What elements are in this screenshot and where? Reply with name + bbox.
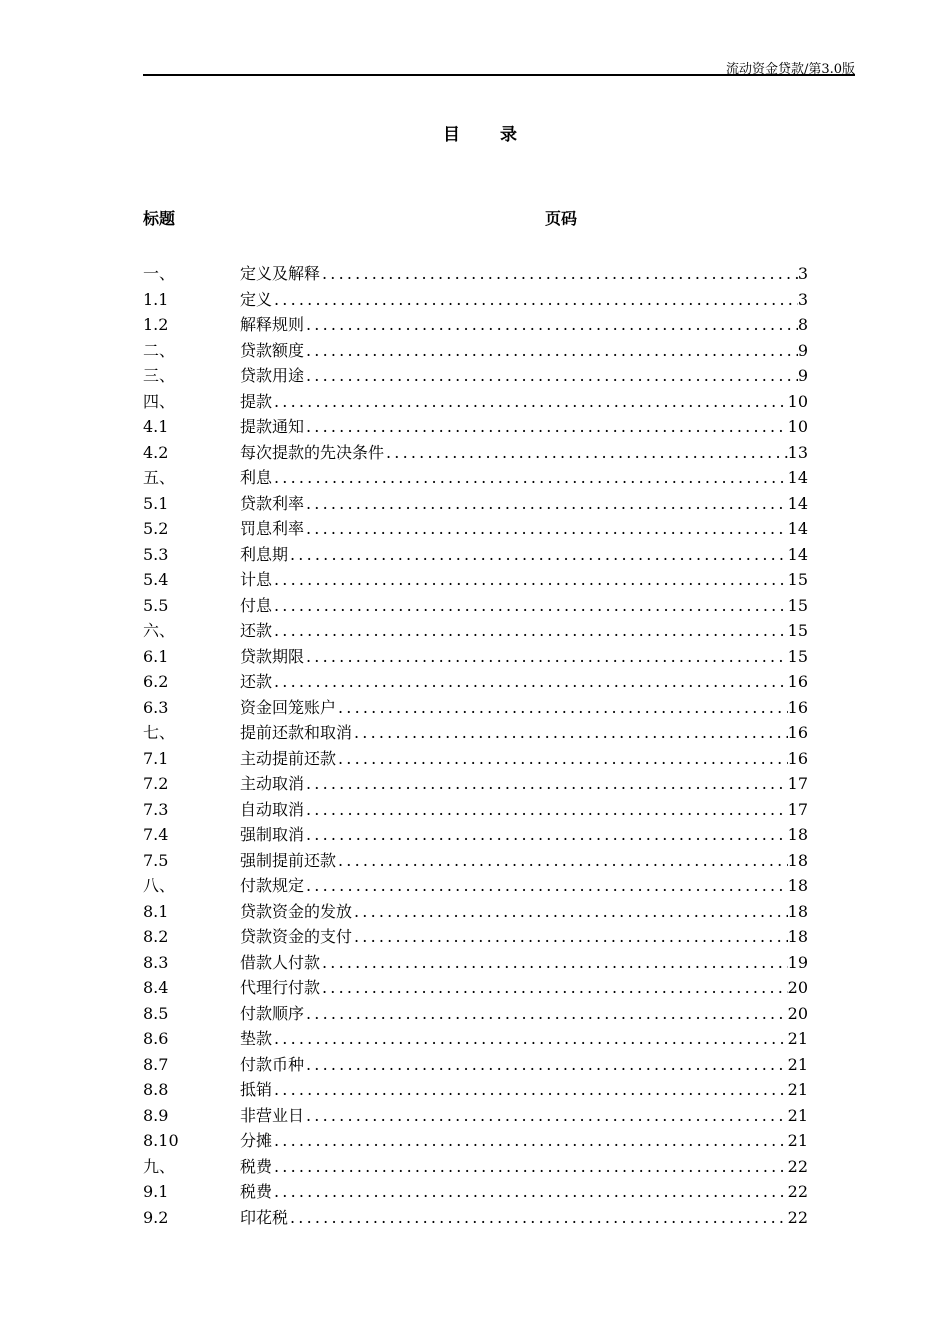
toc-entry-label: 解释规则 (240, 315, 305, 334)
toc-entry-number: 6.3 (143, 697, 169, 717)
toc-dot-leader (272, 287, 798, 313)
page-title: 目录 (443, 125, 557, 145)
toc-entry-page: 9 (797, 366, 808, 385)
toc-dot-leader (272, 389, 788, 415)
toc-entry[interactable] (143, 1026, 808, 1052)
toc-entry-number: 8.7 (143, 1054, 169, 1074)
toc-entry-page: 21 (787, 1131, 808, 1150)
toc-entry-page: 14 (787, 468, 808, 487)
toc-entry-label: 资金回笼账户 (240, 697, 337, 717)
toc-entry-number: 8.4 (143, 978, 169, 997)
toc-entry-page: 18 (787, 927, 808, 946)
toc-entry-number: 5.5 (143, 595, 169, 615)
toc-dot-leader (272, 567, 788, 593)
toc-entry-page: 14 (787, 544, 808, 564)
toc-entry-number: 8.1 (143, 901, 169, 921)
toc-dot-leader (304, 338, 798, 364)
toc-entry-number: 七、 (143, 723, 176, 742)
toc-entry-number: 九、 (143, 1156, 176, 1176)
toc-dot-leader (320, 950, 788, 976)
toc-entry-page: 21 (787, 1080, 808, 1099)
column-heading-page: 页码 (545, 209, 578, 228)
toc-entry-page: 3 (797, 289, 808, 309)
toc-entry-label: 分摊 (240, 1131, 273, 1150)
toc-entry[interactable] (143, 440, 808, 466)
toc-entry[interactable] (143, 542, 808, 568)
toc-dot-leader (304, 312, 798, 338)
toc-entry[interactable] (143, 312, 808, 338)
toc-entry-page: 18 (787, 876, 808, 895)
toc-dot-leader (304, 644, 788, 670)
toc-entry-page: 13 (787, 442, 808, 462)
toc-entry-page: 22 (787, 1182, 808, 1201)
toc-entry-page: 18 (787, 850, 808, 870)
toc-entry-label: 付款顺序 (240, 1003, 305, 1023)
toc-entry[interactable] (143, 1077, 808, 1103)
toc-entry-number: 7.1 (143, 748, 169, 768)
toc-entry[interactable] (143, 924, 808, 950)
toc-entry[interactable] (143, 822, 808, 848)
toc-entry-page: 16 (787, 723, 808, 742)
toc-entry[interactable] (143, 975, 808, 1001)
toc-dot-leader (352, 924, 788, 950)
toc-entry-page: 19 (787, 952, 808, 972)
toc-entry[interactable] (143, 261, 808, 287)
toc-dot-leader (304, 822, 788, 848)
toc-entry-label: 垫款 (240, 1029, 273, 1048)
toc-entry-number: 一、 (143, 264, 176, 283)
toc-dot-leader (336, 695, 788, 721)
toc-entry-page: 22 (787, 1156, 808, 1176)
toc-entry-label: 借款人付款 (240, 952, 321, 972)
toc-entry-page: 18 (787, 901, 808, 921)
toc-entry[interactable] (143, 414, 808, 440)
toc-entry-label: 强制取消 (240, 825, 305, 844)
toc-entry-page: 21 (787, 1054, 808, 1074)
toc-entry[interactable] (143, 287, 808, 313)
toc-entry-label: 税费 (240, 1156, 273, 1176)
toc-dot-leader (320, 975, 788, 1001)
toc-entry-label: 提款 (240, 391, 273, 411)
toc-entry-number: 六、 (143, 621, 176, 640)
toc-entry-page: 21 (787, 1029, 808, 1048)
toc-dot-leader (272, 669, 788, 695)
toc-entry[interactable] (143, 899, 808, 925)
toc-entry-label: 抵销 (240, 1080, 273, 1099)
toc-entry-page: 21 (787, 1105, 808, 1125)
toc-dot-leader (304, 1052, 788, 1078)
running-header: 流动资金贷款/第3.0版 (725, 62, 855, 77)
toc-entry-number: 八、 (143, 876, 176, 895)
toc-entry-number: 9.2 (143, 1207, 169, 1227)
toc-entry-number: 7.2 (143, 774, 169, 793)
toc-entry-number: 7.4 (143, 825, 169, 844)
toc-entry-number: 8.8 (143, 1080, 169, 1099)
toc-dot-leader (352, 899, 788, 925)
toc-entry-number: 5.2 (143, 519, 169, 538)
toc-entry-page: 16 (787, 748, 808, 768)
toc-entry[interactable] (143, 491, 808, 517)
toc-entry[interactable] (143, 363, 808, 389)
toc-entry-label: 主动取消 (240, 774, 305, 793)
toc-entry[interactable] (143, 1205, 808, 1231)
toc-entry-label: 代理行付款 (240, 978, 321, 997)
toc-entry-number: 五、 (143, 468, 176, 487)
toc-dot-leader (304, 1001, 788, 1027)
toc-entry-number: 8.3 (143, 952, 169, 972)
toc-entry-page: 16 (787, 697, 808, 717)
toc-entry-page: 10 (787, 391, 808, 411)
toc-dot-leader (304, 491, 788, 517)
toc-dot-leader (272, 1026, 788, 1052)
toc-entry[interactable] (143, 593, 808, 619)
toc-entry-label: 付款币种 (240, 1054, 305, 1074)
toc-entry-number: 1.1 (143, 289, 169, 309)
toc-entry[interactable] (143, 516, 808, 542)
toc-entry-number: 二、 (143, 340, 176, 360)
toc-entry-label: 还款 (240, 672, 273, 691)
toc-entry[interactable] (143, 1052, 808, 1078)
toc-entry[interactable] (143, 1128, 808, 1154)
toc-entry-label: 强制提前还款 (240, 850, 337, 870)
toc-entry[interactable] (143, 567, 808, 593)
toc-entry[interactable] (143, 338, 808, 364)
toc-dot-leader (272, 1179, 788, 1205)
toc-entry-label: 自动取消 (240, 799, 305, 819)
table-of-contents (143, 261, 808, 1230)
toc-entry-label: 付息 (240, 595, 273, 615)
toc-entry-number: 8.2 (143, 927, 169, 946)
toc-entry-label: 每次提款的先决条件 (240, 442, 385, 462)
toc-entry-page: 15 (787, 646, 808, 666)
toc-entry-label: 还款 (240, 621, 273, 640)
toc-entry-label: 主动提前还款 (240, 748, 337, 768)
toc-entry-page: 20 (787, 978, 808, 997)
toc-entry[interactable] (143, 695, 808, 721)
toc-entry-number: 8.9 (143, 1105, 169, 1125)
toc-entry-number: 1.2 (143, 315, 169, 334)
toc-entry-label: 罚息利率 (240, 519, 305, 538)
toc-entry-number: 6.1 (143, 646, 169, 666)
toc-dot-leader (336, 746, 788, 772)
toc-entry[interactable] (143, 1154, 808, 1180)
toc-entry-label: 定义 (240, 289, 273, 309)
toc-entry-page: 17 (787, 799, 808, 819)
toc-entry-number: 7.5 (143, 850, 169, 870)
toc-dot-leader (304, 516, 788, 542)
toc-entry-page: 16 (787, 672, 808, 691)
toc-dot-leader (272, 1154, 788, 1180)
toc-entry-page: 10 (787, 417, 808, 436)
toc-entry[interactable] (143, 618, 808, 644)
toc-entry-page: 15 (787, 595, 808, 615)
toc-entry[interactable] (143, 669, 808, 695)
toc-entry-number: 6.2 (143, 672, 169, 691)
toc-dot-leader (272, 593, 788, 619)
toc-entry-number: 5.3 (143, 544, 169, 564)
toc-entry-label: 非营业日 (240, 1105, 305, 1125)
toc-entry[interactable] (143, 950, 808, 976)
toc-entry[interactable] (143, 746, 808, 772)
toc-entry-page: 22 (787, 1207, 808, 1227)
toc-dot-leader (272, 618, 788, 644)
toc-entry[interactable] (143, 1001, 808, 1027)
toc-dot-leader (288, 1205, 788, 1231)
toc-entry-page: 14 (787, 493, 808, 513)
toc-entry-number: 4.1 (143, 417, 169, 436)
toc-entry-number: 5.4 (143, 570, 169, 589)
toc-dot-leader (288, 542, 788, 568)
toc-entry-page: 14 (787, 519, 808, 538)
toc-dot-leader (304, 873, 788, 899)
toc-entry-number: 8.10 (143, 1131, 179, 1150)
toc-dot-leader (304, 363, 798, 389)
toc-entry-number: 三、 (143, 366, 176, 385)
toc-dot-leader (320, 261, 798, 287)
toc-entry-label: 计息 (240, 570, 273, 589)
toc-entry-label: 提款通知 (240, 417, 305, 436)
toc-entry-number: 8.5 (143, 1003, 169, 1023)
toc-entry-page: 18 (787, 825, 808, 844)
toc-entry-number: 5.1 (143, 493, 169, 513)
toc-entry[interactable] (143, 873, 808, 899)
toc-entry[interactable] (143, 465, 808, 491)
toc-dot-leader (304, 771, 788, 797)
toc-entry[interactable] (143, 1103, 808, 1129)
toc-entry-label: 提前还款和取消 (240, 723, 353, 742)
toc-entry-label: 印花税 (240, 1207, 289, 1227)
toc-entry-label: 贷款利率 (240, 493, 305, 513)
toc-dot-leader (336, 848, 788, 874)
toc-entry[interactable] (143, 797, 808, 823)
toc-entry[interactable] (143, 389, 808, 415)
toc-entry-page: 20 (787, 1003, 808, 1023)
toc-dot-leader (352, 720, 788, 746)
toc-entry[interactable] (143, 644, 808, 670)
toc-entry-page: 8 (797, 315, 808, 334)
toc-entry-number: 7.3 (143, 799, 169, 819)
toc-entry-label: 贷款资金的支付 (240, 927, 353, 946)
toc-entry-number: 9.1 (143, 1182, 169, 1201)
toc-dot-leader (272, 1128, 788, 1154)
toc-entry-label: 付款规定 (240, 876, 305, 895)
toc-entry[interactable] (143, 848, 808, 874)
toc-entry-number: 四、 (143, 391, 176, 411)
toc-dot-leader (272, 465, 788, 491)
toc-entry[interactable] (143, 771, 808, 797)
toc-entry-label: 利息期 (240, 544, 289, 564)
toc-entry-label: 定义及解释 (240, 264, 321, 283)
toc-entry-number: 8.6 (143, 1029, 169, 1048)
toc-entry-label: 税费 (240, 1182, 273, 1201)
toc-entry-number: 4.2 (143, 442, 169, 462)
toc-entry-label: 贷款额度 (240, 340, 305, 360)
toc-dot-leader (384, 440, 788, 466)
toc-entry-page: 15 (787, 621, 808, 640)
toc-entry-label: 贷款期限 (240, 646, 305, 666)
toc-entry-label: 利息 (240, 468, 273, 487)
column-heading-title: 标题 (143, 209, 176, 228)
toc-entry-page: 3 (797, 264, 808, 283)
header-rule (143, 74, 855, 76)
toc-entry-page: 17 (787, 774, 808, 793)
toc-entry-label: 贷款用途 (240, 366, 305, 385)
toc-dot-leader (304, 1103, 788, 1129)
toc-entry-page: 9 (797, 340, 808, 360)
toc-entry[interactable] (143, 1179, 808, 1205)
toc-dot-leader (304, 797, 788, 823)
toc-entry-page: 15 (787, 570, 808, 589)
toc-dot-leader (304, 414, 788, 440)
toc-entry-label: 贷款资金的发放 (240, 901, 353, 921)
toc-dot-leader (272, 1077, 788, 1103)
toc-entry[interactable] (143, 720, 808, 746)
